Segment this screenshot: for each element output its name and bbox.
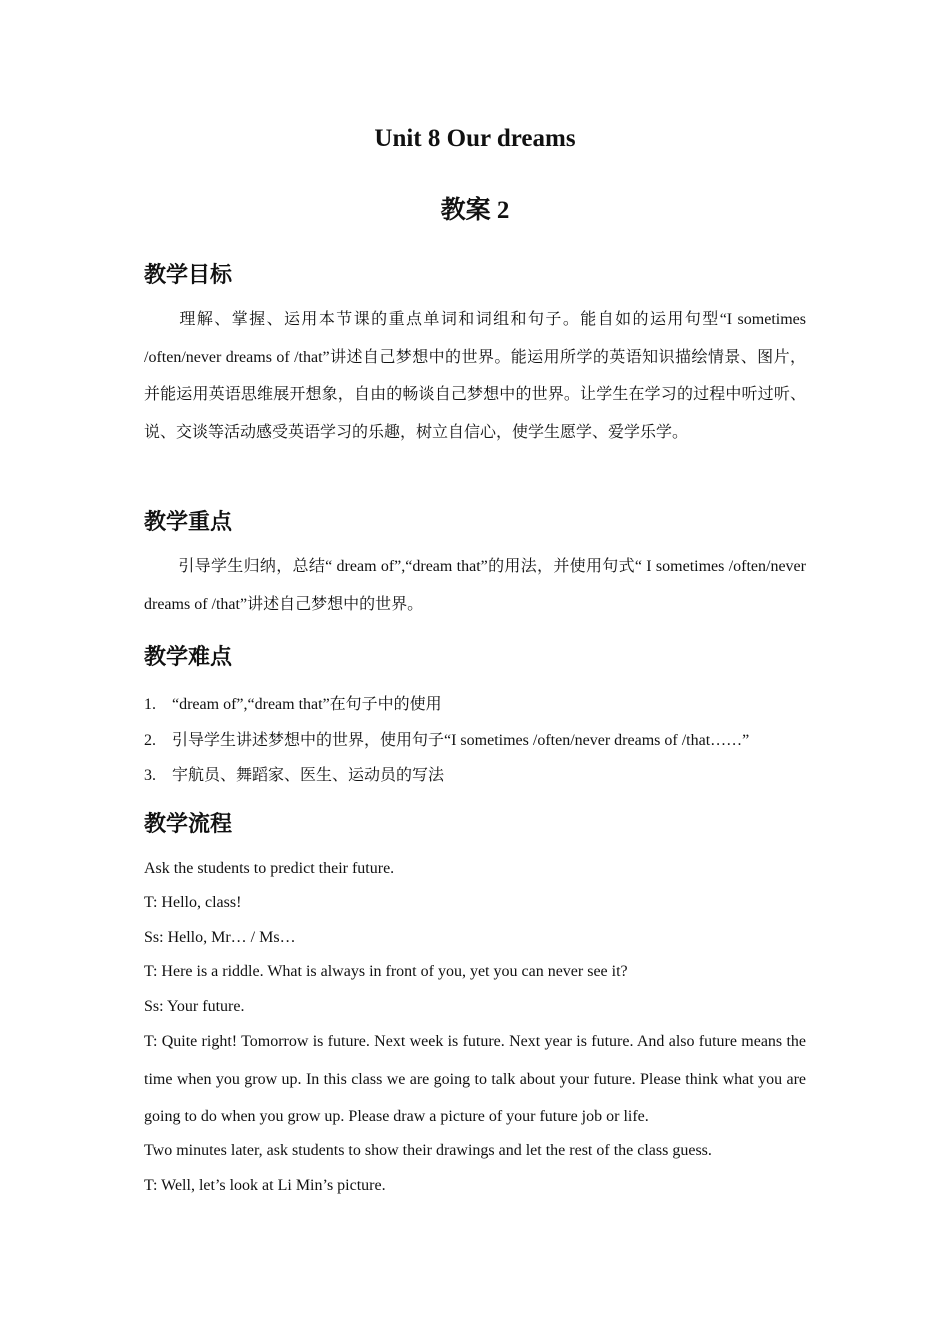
- process-line-3: Ss: Hello, Mr… / Ms…: [144, 929, 296, 946]
- list-text: “dream of”,“dream that”在句子中的使用: [172, 696, 442, 713]
- difficulties-heading: 教学难点: [144, 644, 233, 669]
- process-line-6: Two minutes later, ask students to show their drawings and let the rest of the class guess.: [144, 1142, 712, 1159]
- process-line-5: Ss: Your future.: [144, 998, 245, 1015]
- process-paragraph: T: Quite right! Tomorrow is future. Next week is future. Next year is future. And also future means the time when you grow up. In this class we are going to talk about your future. Please think what you are going to do when you grow up. Please draw a picture of your future job or life.: [144, 1033, 806, 1125]
- difficulty-item-3: [144, 762, 444, 785]
- process-line-2: T: Hello, class!: [144, 894, 242, 911]
- process-heading: 教学流程: [144, 811, 233, 836]
- key-points-text: 引导学生归纳，总结“ dream of”,“dream that”的用法，并使用句式“ I sometimes /often/never dreams of /that”讲述自己梦想中的世界。: [144, 558, 806, 613]
- document-subtitle: 教案 2: [440, 197, 510, 224]
- document-title: Unit 8 Our dreams: [374, 125, 576, 152]
- objectives-text: 理解、掌握、运用本节课的重点单词和词组和句子。能自如的运用句型“I sometimes /often/never dreams of /that”讲述自己梦想中的世界。能运用所学的英语知识描绘情景、图片，并能运用英语思维展开想象，自由的畅谈自己梦想中的世界。让学生在学习的过程中听过听、说、交谈等活动感受英语学习的乐趣，树立自信心，使学生愿学、爱学乐学。: [144, 311, 806, 441]
- difficulty-item-1: [144, 691, 442, 714]
- list-number: 1.: [144, 696, 156, 713]
- objectives-paragraph: [144, 301, 806, 451]
- list-number: 2.: [144, 732, 156, 749]
- key-points-paragraph: [144, 548, 806, 623]
- process-line-7: T: Well, let’s look at Li Min’s picture.: [144, 1177, 386, 1194]
- key-points-heading: 教学重点: [144, 509, 233, 534]
- process-line-4: T: Here is a riddle. What is always in front of you, yet you can never see it?: [144, 963, 628, 980]
- difficulty-item-2: [144, 727, 749, 750]
- process-line-1: Ask the students to predict their future.: [144, 860, 395, 877]
- objectives-heading: 教学目标: [144, 262, 233, 287]
- list-text: 宇航员、舞蹈家、医生、运动员的写法: [172, 767, 445, 784]
- list-text: 引导学生讲述梦想中的世界，使用句子“I sometimes /often/never dreams of /that……”: [172, 732, 750, 749]
- list-number: 3.: [144, 767, 156, 784]
